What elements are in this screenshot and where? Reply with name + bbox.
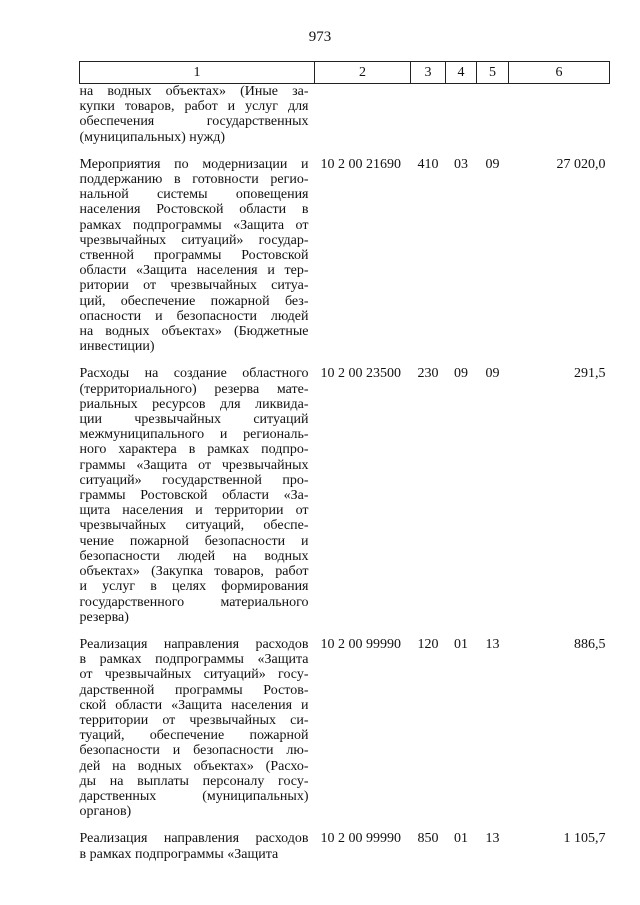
row-description	[80, 84, 315, 145]
description-line: чрезвычайных ситуаций» государ-	[79, 232, 309, 248]
row-target-code: 10 2 00 21690	[320, 156, 401, 172]
description-line: туаций, обеспечение пожарной	[79, 728, 309, 744]
description-line: межмуниципального и региональ-	[79, 427, 309, 443]
description-line: безопасности и безопасности лю-	[79, 743, 309, 759]
spacer-cell	[509, 354, 610, 366]
row-spacer	[80, 145, 610, 157]
description-line: резерва)	[79, 609, 129, 625]
description-line: дарственных (муниципальных)	[79, 788, 309, 804]
table-row	[80, 831, 610, 861]
description-line: области «Защита населения и тер-	[79, 263, 309, 279]
description-line: граммы «Защита от чрезвычайных	[79, 457, 309, 473]
row-target-code: 10 2 00 99990	[320, 831, 401, 847]
row-amount: 886,5	[574, 636, 606, 652]
spacer-cell	[315, 625, 411, 637]
description-line: на водных объектах» (Бюджетные	[79, 324, 309, 340]
description-line: на водных объектах» (Иные за-	[79, 84, 309, 99]
row-section: 09	[454, 366, 468, 382]
spacer-cell	[315, 819, 411, 831]
description-line: нальной системы оповещения	[79, 187, 309, 203]
spacer-cell	[509, 625, 610, 637]
description-line: безопасности людей на водных	[79, 548, 309, 564]
spacer-cell	[477, 625, 509, 637]
description-line: купки товаров, работ и услуг для	[79, 99, 309, 115]
spacer-cell	[80, 819, 315, 831]
description-line: ды на выплаты персоналу госу-	[79, 773, 309, 789]
description-line: ственной программы Ростовской	[79, 248, 309, 264]
description-line: от чрезвычайных ситуаций» госу-	[79, 667, 309, 683]
description-line: населения Ростовской области в	[79, 202, 309, 218]
header-col-3: 3	[411, 62, 446, 84]
row-spacer	[80, 354, 610, 366]
description-line: (территориального) резерва мате-	[79, 381, 309, 397]
description-line: ситуаций» государственной про-	[79, 472, 309, 488]
spacer-cell	[446, 145, 477, 157]
description-line: чение пожарной безопасности и	[79, 533, 309, 549]
description-line: Мероприятия по модернизации и	[79, 156, 309, 172]
description-line: опасности и безопасности людей	[79, 308, 309, 324]
row-section: 01	[454, 831, 468, 847]
spacer-cell	[446, 354, 477, 366]
description-line: рамках подпрограммы «Защита от	[79, 217, 309, 233]
description-line: дей на водных объектах» (Расхо-	[79, 758, 309, 774]
description-line: в рамках подпрограммы «Защита	[79, 652, 309, 668]
row-expense-type: 410	[417, 156, 439, 172]
description-line: дарственной программы Ростов-	[79, 682, 309, 698]
spacer-cell	[509, 819, 610, 831]
table-row	[80, 366, 610, 624]
spacer-cell	[411, 625, 446, 637]
row-subsection: 09	[485, 156, 500, 172]
row-subsection: 13	[485, 636, 500, 652]
description-line: Расходы на создание областного	[79, 366, 309, 382]
table-row	[80, 157, 610, 355]
description-line: инвестиции)	[79, 339, 155, 355]
row-subsection: 09	[485, 366, 500, 382]
spacer-cell	[315, 145, 411, 157]
table-row	[80, 637, 610, 819]
description-line: ции чрезвычайных ситуаций	[79, 412, 309, 428]
budget-table	[79, 61, 610, 862]
description-line: Реализация направления расходов	[79, 636, 309, 652]
description-line: государственного материального	[79, 594, 309, 610]
row-expense-type: 230	[417, 366, 439, 382]
header-col-2: 2	[315, 62, 411, 84]
spacer-cell	[446, 625, 477, 637]
spacer-cell	[509, 145, 610, 157]
spacer-cell	[477, 145, 509, 157]
row-expense-type	[411, 84, 446, 145]
row-section: 01	[454, 636, 468, 652]
spacer-cell	[411, 819, 446, 831]
description-line: ской области «Защита населения и	[79, 697, 309, 713]
description-line: территории от чрезвычайных си-	[79, 712, 309, 728]
description-line: обеспечения государственных	[79, 114, 309, 130]
table-row	[80, 84, 610, 145]
spacer-cell	[446, 819, 477, 831]
row-description	[80, 366, 315, 624]
description-line: ций, обеспечение пожарной без-	[79, 293, 309, 309]
description-line: в рамках подпрограммы «Защита	[79, 846, 279, 862]
description-line: чрезвычайных ситуаций, обеспе-	[79, 518, 309, 534]
row-amount: 1 105,7	[563, 831, 606, 847]
row-section: 03	[454, 156, 468, 172]
header-col-5: 5	[477, 62, 509, 84]
row-target-code: 10 2 00 23500	[320, 366, 401, 382]
row-target-code	[315, 84, 411, 145]
header-col-4: 4	[446, 62, 477, 84]
table-header	[80, 62, 610, 84]
description-line: поддержанию в готовности регио-	[79, 172, 309, 188]
row-expense-type: 850	[417, 831, 439, 847]
spacer-cell	[80, 354, 315, 366]
spacer-cell	[411, 354, 446, 366]
description-line: ного характера в рамках подпро-	[79, 442, 309, 458]
row-expense-type: 120	[417, 636, 439, 652]
spacer-cell	[411, 145, 446, 157]
row-amount: 291,5	[574, 366, 606, 382]
description-line: Реализация направления расходов	[79, 831, 309, 847]
description-line: ритории от чрезвычайных ситуа-	[79, 278, 309, 294]
description-line: объектах» (Закупка товаров, работ	[79, 564, 309, 580]
row-amount: 27 020,0	[556, 156, 606, 172]
description-line: (муниципальных) нужд)	[79, 129, 226, 145]
row-target-code: 10 2 00 99990	[320, 636, 401, 652]
header-col-6: 6	[509, 62, 610, 84]
table-body	[80, 84, 610, 862]
row-spacer	[80, 819, 610, 831]
description-line: щита населения и территории от	[79, 503, 309, 519]
row-description	[80, 831, 315, 861]
description-line: органов)	[79, 804, 132, 820]
row-description	[80, 157, 315, 355]
description-line: граммы Ростовской области «За-	[79, 488, 309, 504]
spacer-cell	[477, 819, 509, 831]
description-line: и услуг в целях формирования	[79, 579, 309, 595]
spacer-cell	[315, 354, 411, 366]
spacer-cell	[477, 354, 509, 366]
description-line: риальных ресурсов для ликвида-	[79, 396, 309, 412]
row-subsection	[477, 84, 509, 145]
row-spacer	[80, 625, 610, 637]
row-subsection: 13	[485, 831, 500, 847]
row-amount	[509, 84, 610, 145]
row-section	[446, 84, 477, 145]
page-number: 973	[308, 29, 332, 45]
spacer-cell	[80, 625, 315, 637]
row-description	[80, 637, 315, 819]
spacer-cell	[80, 145, 315, 157]
header-col-1: 1	[80, 62, 315, 84]
